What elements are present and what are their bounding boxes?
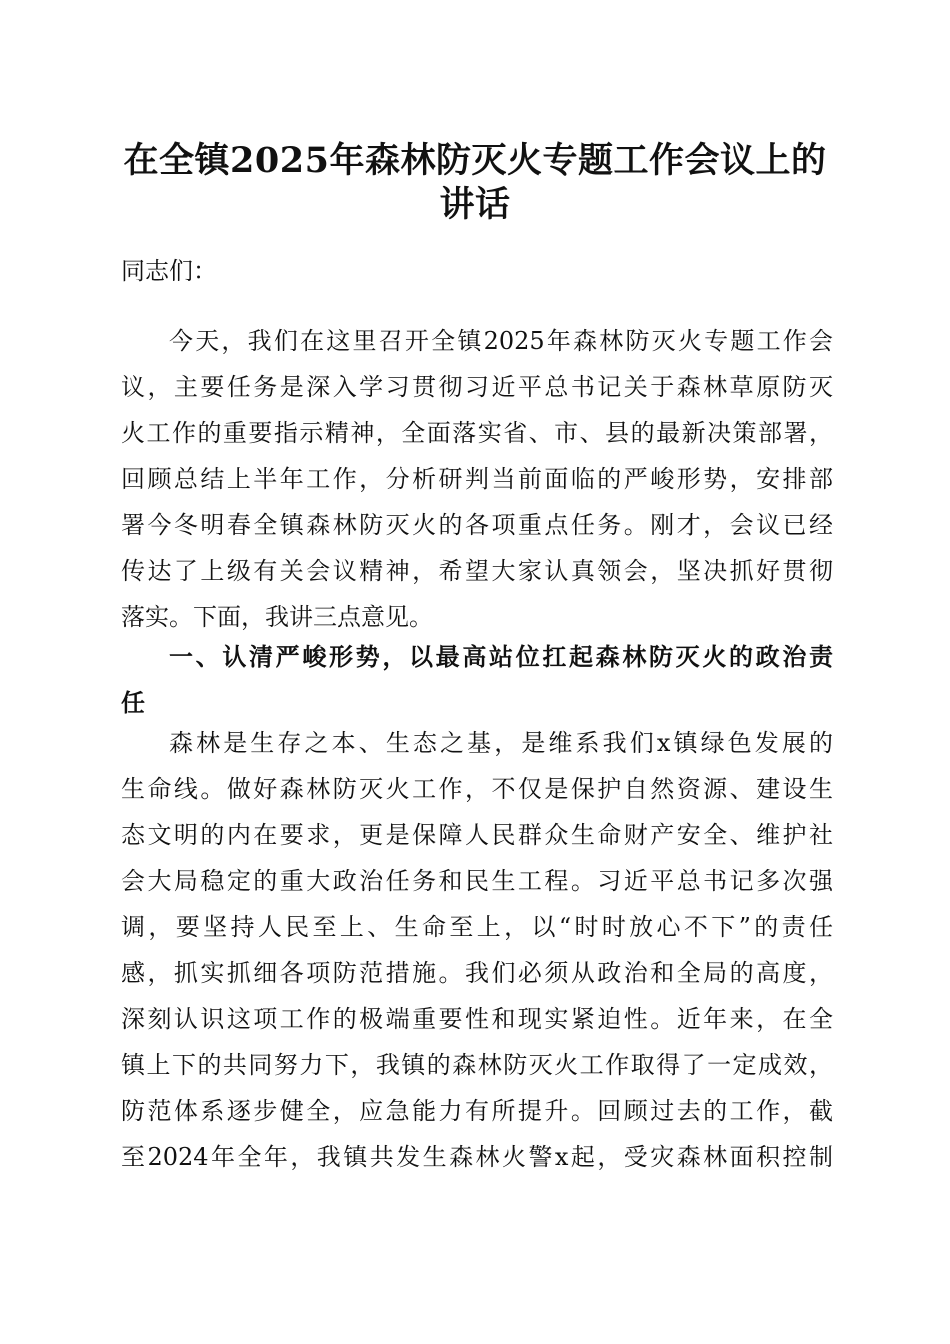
- document-title-line-2: 讲话: [439, 184, 511, 225]
- paragraph-1-line: 回顾总结上半年工作，分析研判当前面临的严峻形势，安排部: [121, 465, 833, 493]
- paragraph-2-line: 感，抓实抓细各项防范措施。我们必须从政治和全局的高度，: [121, 959, 833, 987]
- paragraph-2-line: 态文明的内在要求，更是保障人民群众生命财产安全、维护社: [121, 821, 833, 849]
- paragraph-2-line: 调，要坚持人民至上、生命至上，以“时时放心不下”的责任: [121, 913, 833, 941]
- section-heading-1: 一、认清严峻形势，以最高站位扛起森林防灭火的政治责: [169, 643, 833, 671]
- paragraph-1-line: 议，主要任务是深入学习贯彻习近平总书记关于森林草原防灭: [121, 373, 833, 401]
- paragraph-1-line: 传达了上级有关会议精神，希望大家认真领会，坚决抓好贯彻: [121, 557, 833, 585]
- paragraph-1-line: 署今冬明春全镇森林防灭火的各项重点任务。刚才，会议已经: [121, 511, 833, 539]
- paragraph-2-line: 生命线。做好森林防灭火工作，不仅是保护自然资源、建设生: [121, 775, 833, 803]
- paragraph-2-line: 镇上下的共同努力下，我镇的森林防灭火工作取得了一定成效，: [121, 1051, 833, 1079]
- paragraph-2-line: 森林是生存之本、生态之基，是维系我们x镇绿色发展的: [169, 729, 833, 757]
- paragraph-1-line: 火工作的重要指示精神，全面落实省、市、县的最新决策部署，: [121, 419, 833, 447]
- paragraph-2-line: 深刻认识这项工作的极端重要性和现实紧迫性。近年来，在全: [121, 1005, 833, 1033]
- paragraph-2-line: 防范体系逐步健全，应急能力有所提升。回顾过去的工作，截: [121, 1097, 833, 1125]
- paragraph-2-line: 至2024年全年，我镇共发生森林火警x起，受灾森林面积控制: [121, 1143, 833, 1171]
- paragraph-1-line: 落实。下面，我讲三点意见。: [121, 603, 433, 631]
- salutation: 同志们：: [121, 257, 217, 285]
- section-heading-1-cont: 任: [121, 689, 145, 717]
- paragraph-2-line: 会大局稳定的重大政治任务和民生工程。习近平总书记多次强: [121, 867, 833, 895]
- document-title-line-1: 在全镇2025年森林防灭火专题工作会议上的: [123, 140, 827, 181]
- paragraph-1-line: 今天，我们在这里召开全镇2025年森林防灭火专题工作会: [169, 327, 833, 355]
